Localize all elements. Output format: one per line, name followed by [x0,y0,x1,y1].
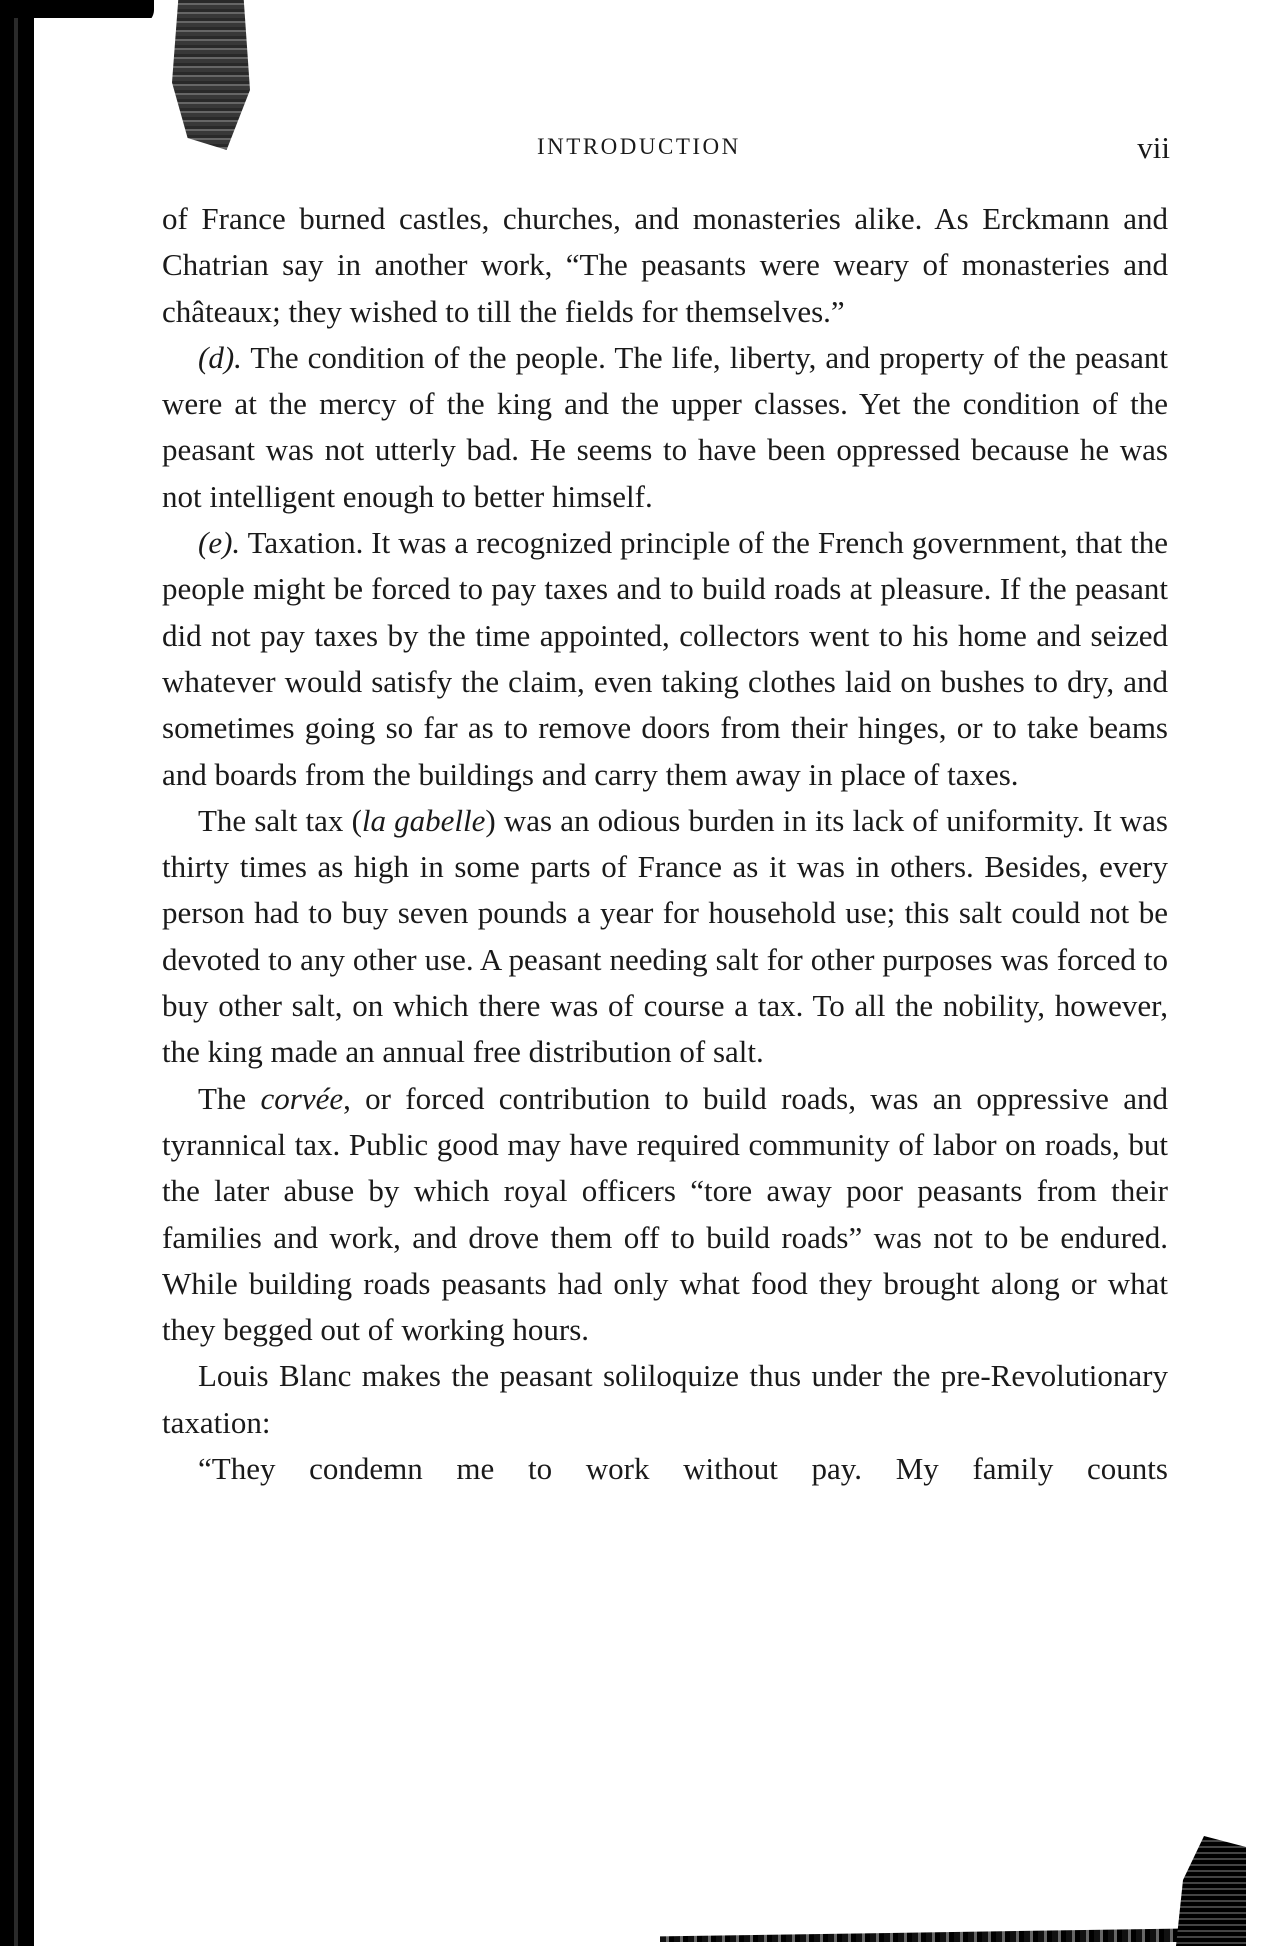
paragraph-3 [162,520,1168,798]
paragraph-text-post: , or forced contribution to build roads, was an oppressive and tyrannical tax. Public good may have required community of labor on roads, but the later abuse by which royal officers “tore away poor peasants from their families and work, and drove them off to build roads” was not to be endured. While building roads peasants had only what food they brought along or what they begged out of working hours. [162,1080,1168,1348]
paragraph-text-pre: The salt tax ( [198,802,362,838]
paragraph-text: “They condemn me to work without pay. My family counts [198,1451,1168,1487]
running-head: INTRODUCTION [537,134,741,159]
paragraph-2 [162,335,1168,520]
paragraph-7 [162,1446,1168,1492]
paragraph-4 [162,798,1168,1076]
paragraph-1 [162,196,1168,335]
paragraph-text: The condition of the people. The life, liberty, and property of the peasant were at the mercy of the king and the upper classes. Yet the condition of the peasant was not utterly bad. He seems to have been oppressed because he was not intelligent enough to better himself. [162,339,1168,514]
paragraph-text: Taxation. It was a recognized principle of the French government, that the people might be forced to pay taxes and to build roads at pleasure. If the peasant did not pay taxes by the time appointed, collectors went to his home and seized whatever would satisfy the claim, even taking clothes laid on bushes to dry, and sometimes going so far as to remove doors from their hinges, or to take beams and boards from the buildings and carry them away in place of taxes. [162,525,1168,792]
paragraph-6 [162,1353,1168,1446]
binding-shadow [172,0,250,150]
scan-border-bottom-right [1176,1836,1246,1946]
paragraph-text-post: ) was an odious burden in its lack of uniformity. It was thirty times as high in some parts of France as it was in others. Besides, every person had to buy seven pounds a year for household use; this salt could not be devoted to any other use. A peasant needing salt for other purposes was forced to buy other salt, on which there was of course a tax. To all the nobility, however, the king made an annual free distribution of salt. [162,802,1168,1070]
paragraph-text: of France burned castles, churches, and monasteries alike. As Erckmann and Chatrian say in another work, “The peasants were weary of monasteries and châteaux; they wished to till the fields for themselves.” [162,201,1168,329]
italic-term: corvée [260,1080,344,1116]
scan-border-corner [14,0,154,50]
page-header [160,130,1170,180]
section-label: (d). [198,339,242,375]
page-number: vii [1137,130,1170,165]
italic-term: la gabelle [361,802,486,838]
paragraph-text: Louis Blanc makes the peasant soliloquize thus under the pre-Revolutionary taxation: [162,1358,1168,1440]
paragraph-5 [162,1076,1168,1354]
page-body [162,196,1168,1492]
scan-border-bottom [660,1928,1220,1942]
scan-border-left [0,0,60,1946]
paragraph-text-pre: The [198,1080,261,1116]
section-label: (e). [198,525,241,561]
